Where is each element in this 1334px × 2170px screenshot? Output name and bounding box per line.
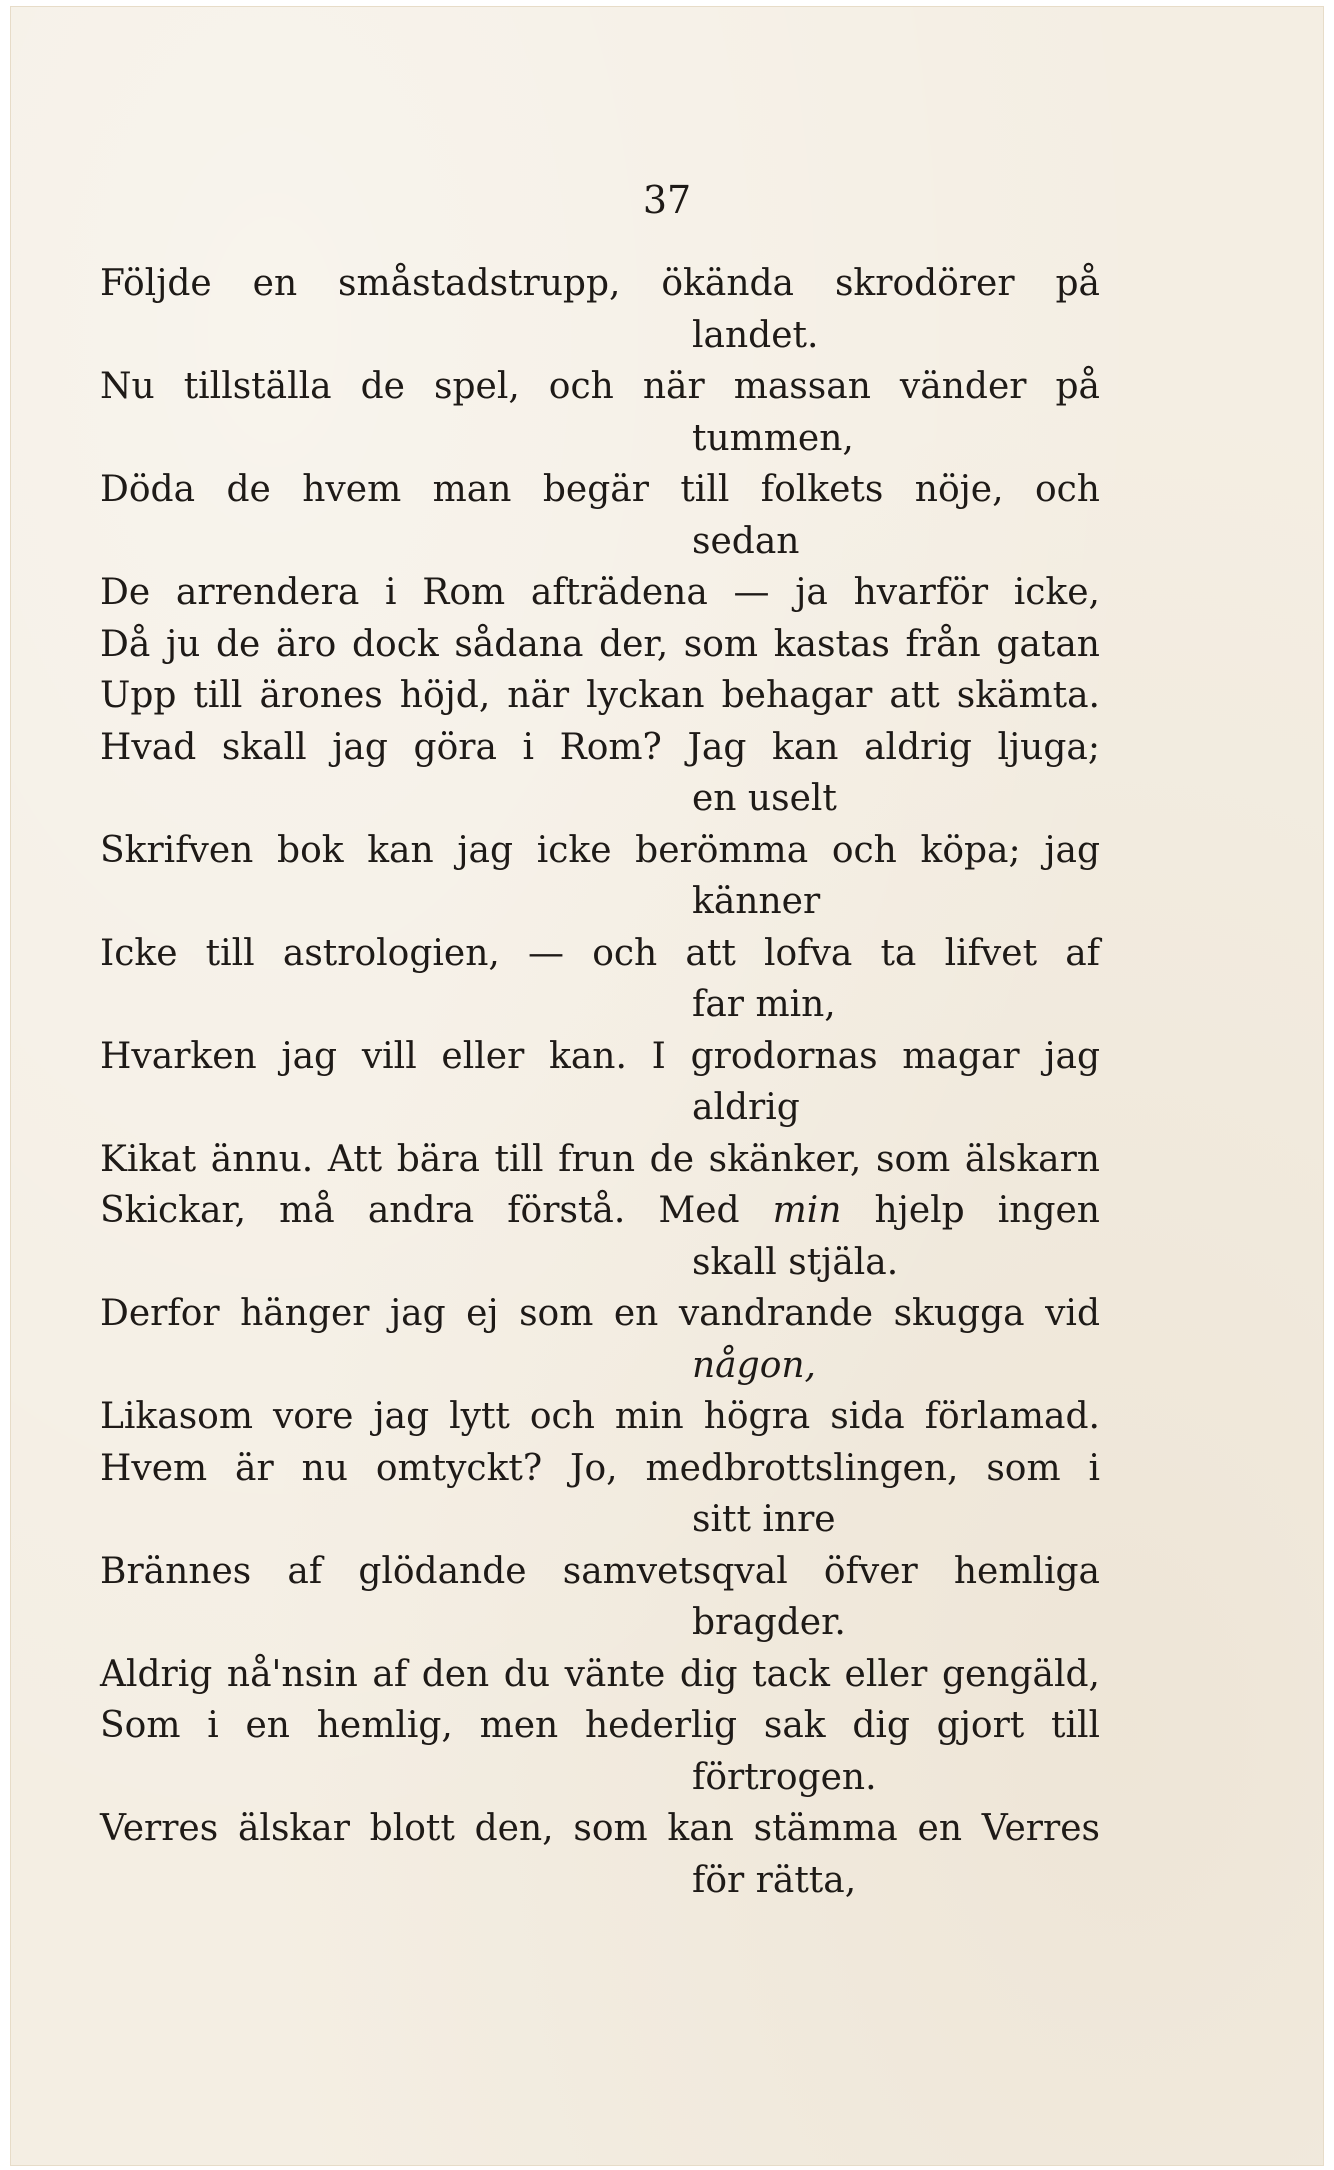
poem-line-continuation: någon, bbox=[692, 1344, 816, 1386]
poem-line-continuation: aldrig bbox=[692, 1087, 800, 1128]
poem-line: Upp till ärones höjd, när lyckan behagar att skämta. bbox=[100, 675, 1100, 716]
poem-line: Döda de hvem man begär till folkets nöje, och bbox=[100, 469, 1100, 510]
poem-line: Som i en hemlig, men hederlig sak dig gjort till bbox=[100, 1705, 1100, 1746]
poem-line-text: Skickar, må andra förstå. Med bbox=[100, 1190, 773, 1231]
poem-line-continuation: sitt inre bbox=[692, 1499, 836, 1540]
poem-line-continuation: förtrogen. bbox=[692, 1756, 877, 1798]
poem-line: Följde en småstadstrupp, ökända skrodörer på bbox=[100, 263, 1100, 304]
poem-line: Hvad skall jag göra i Rom? Jag kan aldrig ljuga; bbox=[100, 726, 1100, 768]
page-number: 37 bbox=[642, 178, 692, 222]
poem-line: Verres älskar blott den, som kan stämma en Verres bbox=[100, 1808, 1100, 1849]
poem-line: Brännes af glödande samvetsqval öfver hemliga bbox=[100, 1550, 1100, 1592]
poem-line: De arrendera i Rom afträdena — ja hvarför icke, bbox=[100, 572, 1100, 613]
poem-line-continuation: bragder. bbox=[692, 1602, 846, 1643]
poem-line-text: hjelp ingen bbox=[841, 1190, 1100, 1231]
poem-line-emphasis: min bbox=[772, 1190, 842, 1231]
poem-line-continuation: sedan bbox=[692, 520, 800, 562]
poem-line: Hvarken jag vill eller kan. I grodornas magar jag bbox=[100, 1035, 1100, 1077]
poem-line: Kikat ännu. Att bära till frun de skänker, som älskarn bbox=[100, 1138, 1100, 1180]
poem-line-continuation: för rätta, bbox=[692, 1859, 857, 1901]
poem-line: Likasom vore jag lytt och min högra sida förlamad. bbox=[100, 1396, 1100, 1437]
poem-line-continuation: en uselt bbox=[692, 778, 837, 819]
poem-line: Icke till astrologien, — och att lofva ta lifvet af bbox=[100, 932, 1100, 974]
poem-line-continuation: far min, bbox=[692, 984, 836, 1025]
poem-line: Derfor hänger jag ej som en vandrande skugga vid bbox=[100, 1293, 1100, 1334]
poem-line-continuation: tummen, bbox=[692, 417, 854, 459]
poem-line: Då ju de äro dock sådana der, som kastas från gatan bbox=[100, 623, 1100, 665]
poem-line: Nu tillställa de spel, och när massan vänder på bbox=[100, 366, 1100, 407]
poem-line bbox=[100, 1185, 1100, 1237]
poem-text bbox=[100, 258, 1100, 1906]
poem-line: Skrifven bok kan jag icke berömma och köpa; jag bbox=[100, 829, 1100, 871]
poem-line-continuation: skall stjäla. bbox=[692, 1241, 899, 1283]
poem-line: Hvem är nu omtyckt? Jo, medbrottslingen, som i bbox=[100, 1447, 1100, 1489]
poem-line-continuation: landet. bbox=[692, 314, 819, 356]
poem-line: Aldrig nå'nsin af den du vänte dig tack eller gengäld, bbox=[100, 1653, 1100, 1695]
poem-line-continuation: känner bbox=[692, 881, 821, 922]
